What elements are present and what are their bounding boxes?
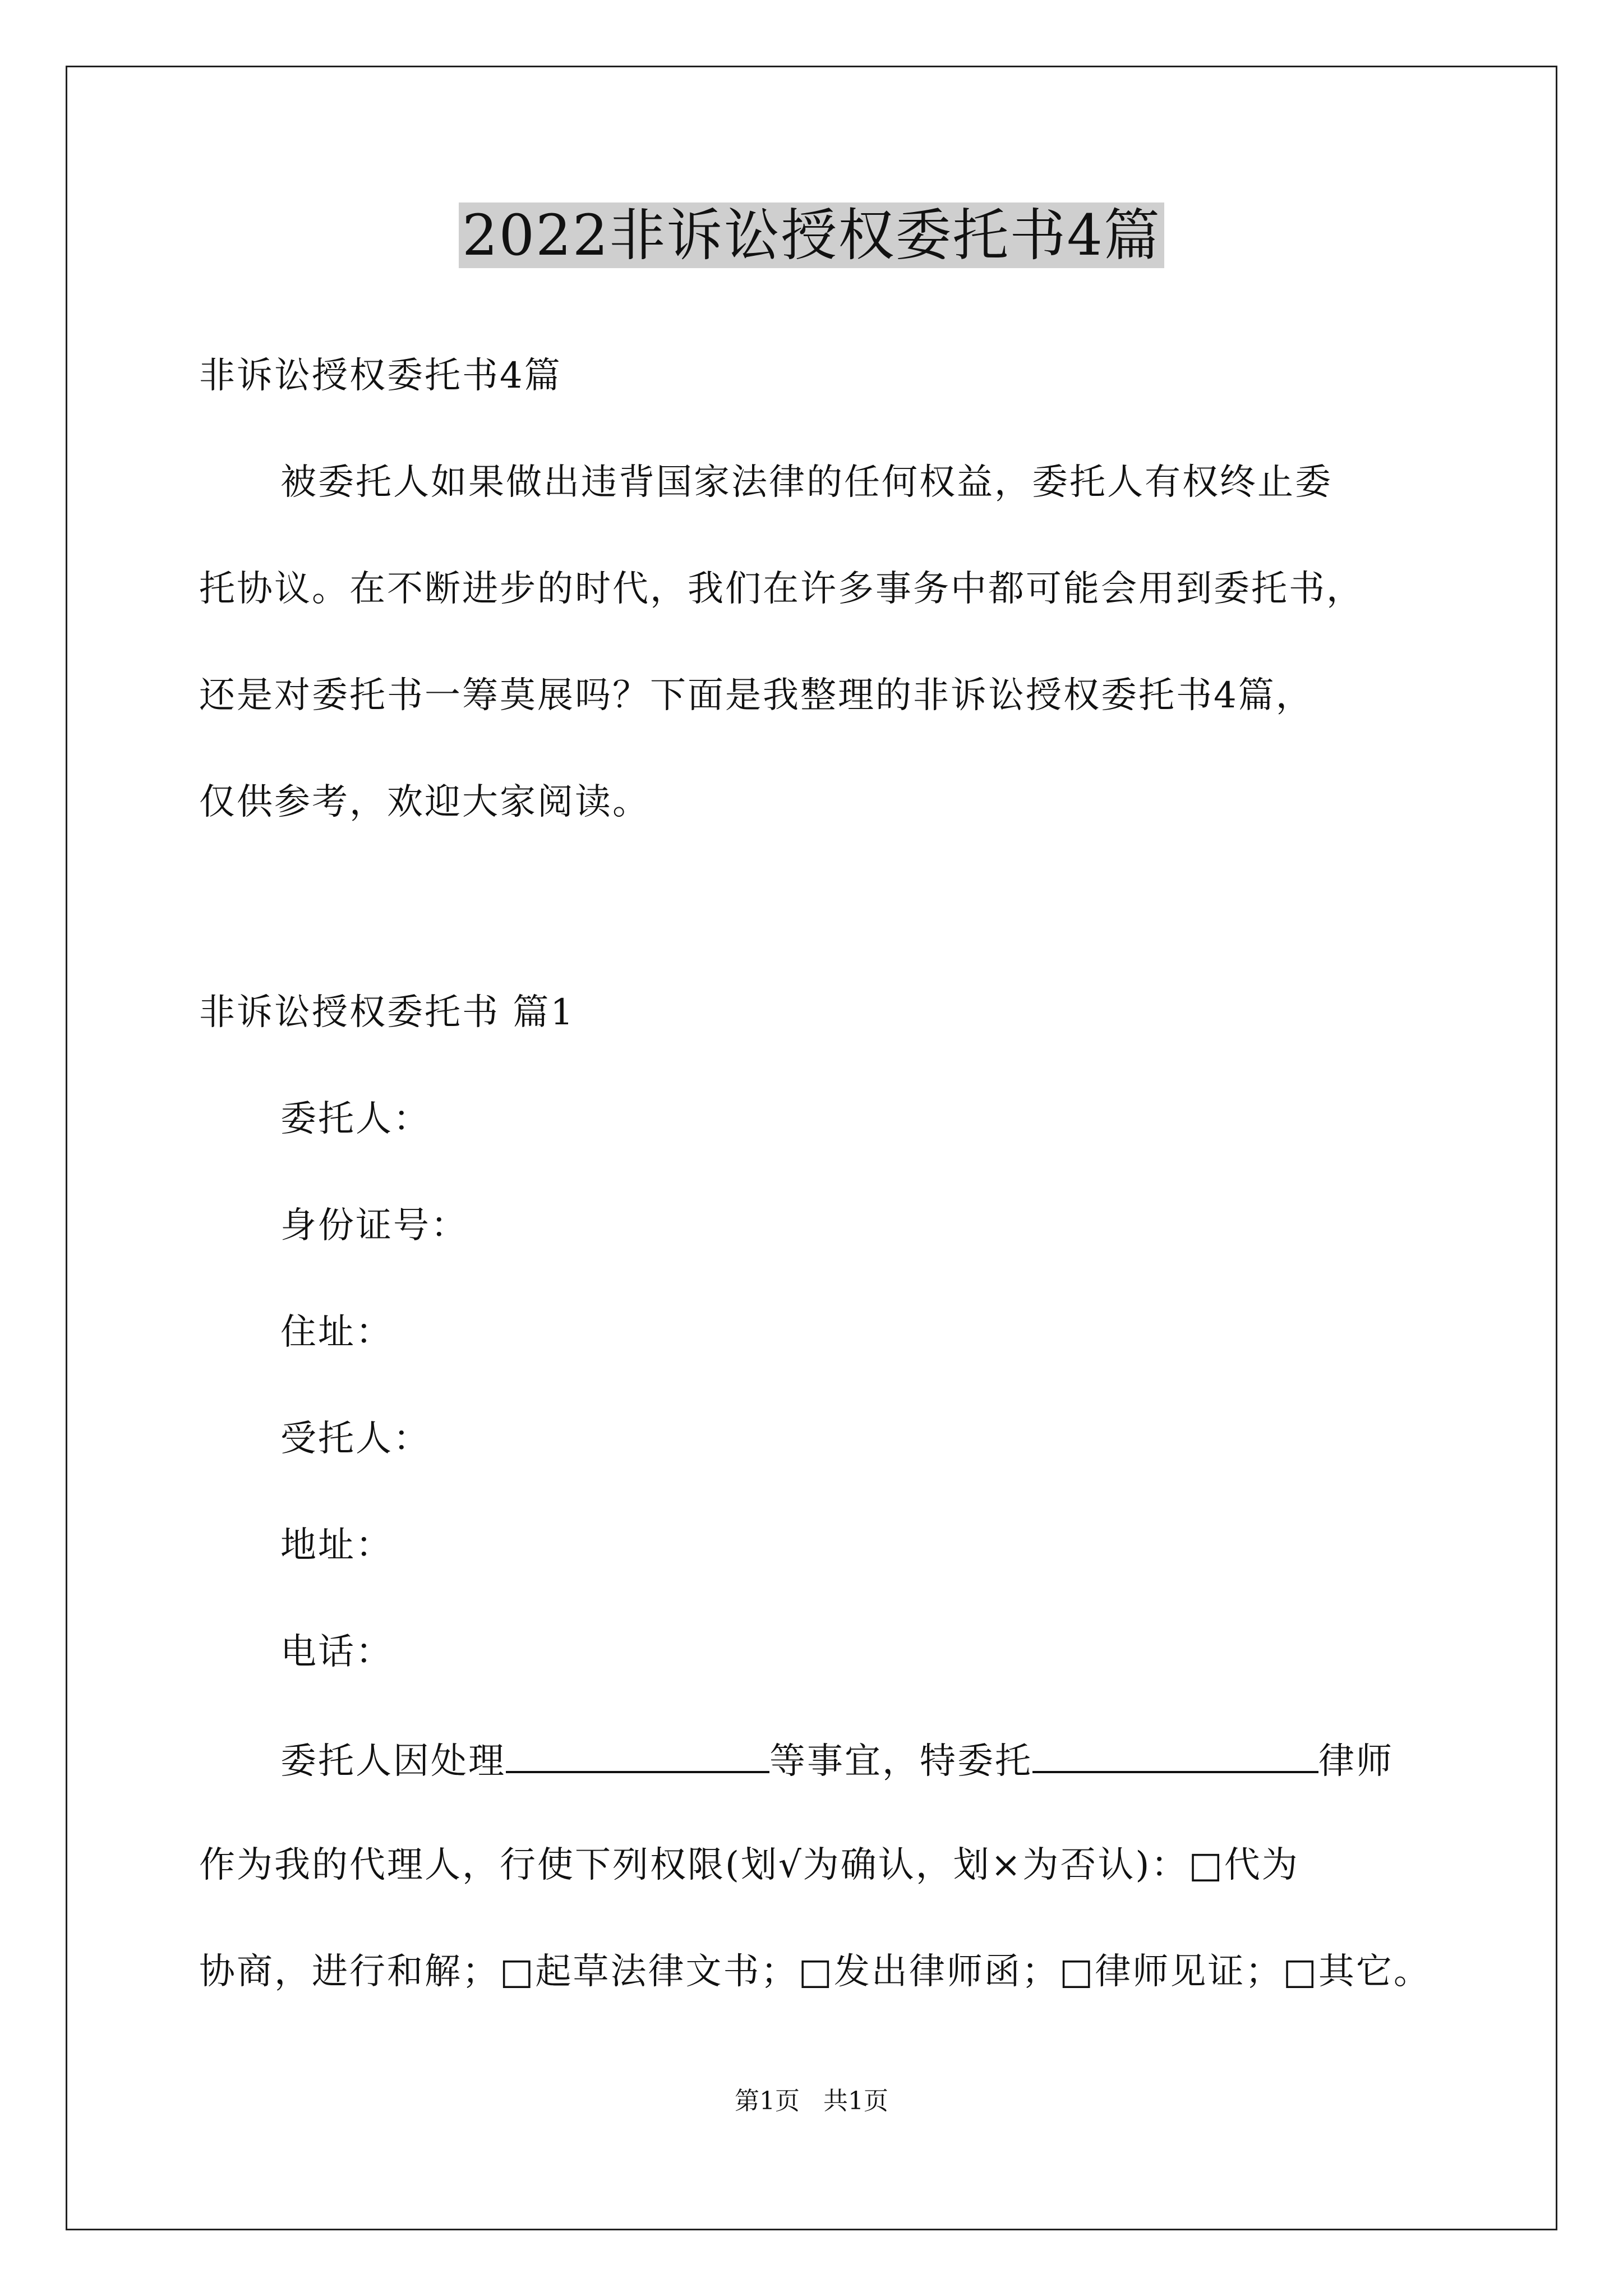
field-phone: 电话： <box>280 1631 393 1673</box>
intro-line-2: 托协议。在不断进步的时代，我们在许多事务中都可能会用到委托书， <box>199 568 1364 610</box>
section-heading: 非诉讼授权委托书 篇1 <box>199 992 575 1033</box>
page-footer <box>0 2086 1623 2117</box>
field-entruster: 委托人： <box>280 1098 431 1140</box>
blank-lawyer <box>1032 1736 1318 1773</box>
body-line-2: 协商，进行和解；□起草法律文书；□发出律师函；□律师见证；□其它。 <box>199 1951 1431 1993</box>
entrust-line-part1: 委托人因处理 <box>280 1741 506 1782</box>
document-subtitle: 非诉讼授权委托书4篇 <box>199 355 562 397</box>
entrust-line <box>280 1736 1394 1784</box>
page-total: 共1页 <box>823 2087 888 2115</box>
entrust-line-part2: 等事宜，特委托 <box>769 1741 1032 1782</box>
field-id-number: 身份证号： <box>280 1205 468 1246</box>
blank-matter <box>506 1736 769 1773</box>
document-title-text: 2022非诉讼授权委托书4篇 <box>459 203 1164 268</box>
document-title <box>0 199 1623 272</box>
entrust-line-part3: 律师 <box>1318 1741 1394 1782</box>
field-trustee: 受托人： <box>280 1418 431 1460</box>
intro-line-3: 还是对委托书一筹莫展吗？下面是我整理的非诉讼授权委托书4篇， <box>199 675 1313 716</box>
field-residence: 住址： <box>280 1312 393 1353</box>
intro-line-1: 被委托人如果做出违背国家法律的任何权益，委托人有权终止委 <box>280 462 1332 503</box>
body-line-1: 作为我的代理人，行使下列权限(划√为确认，划×为否认)：□代为 <box>199 1844 1299 1886</box>
field-address: 地址： <box>280 1525 393 1566</box>
intro-line-4: 仅供参考，欢迎大家阅读。 <box>199 781 650 823</box>
page-number: 第1页 <box>735 2087 800 2115</box>
